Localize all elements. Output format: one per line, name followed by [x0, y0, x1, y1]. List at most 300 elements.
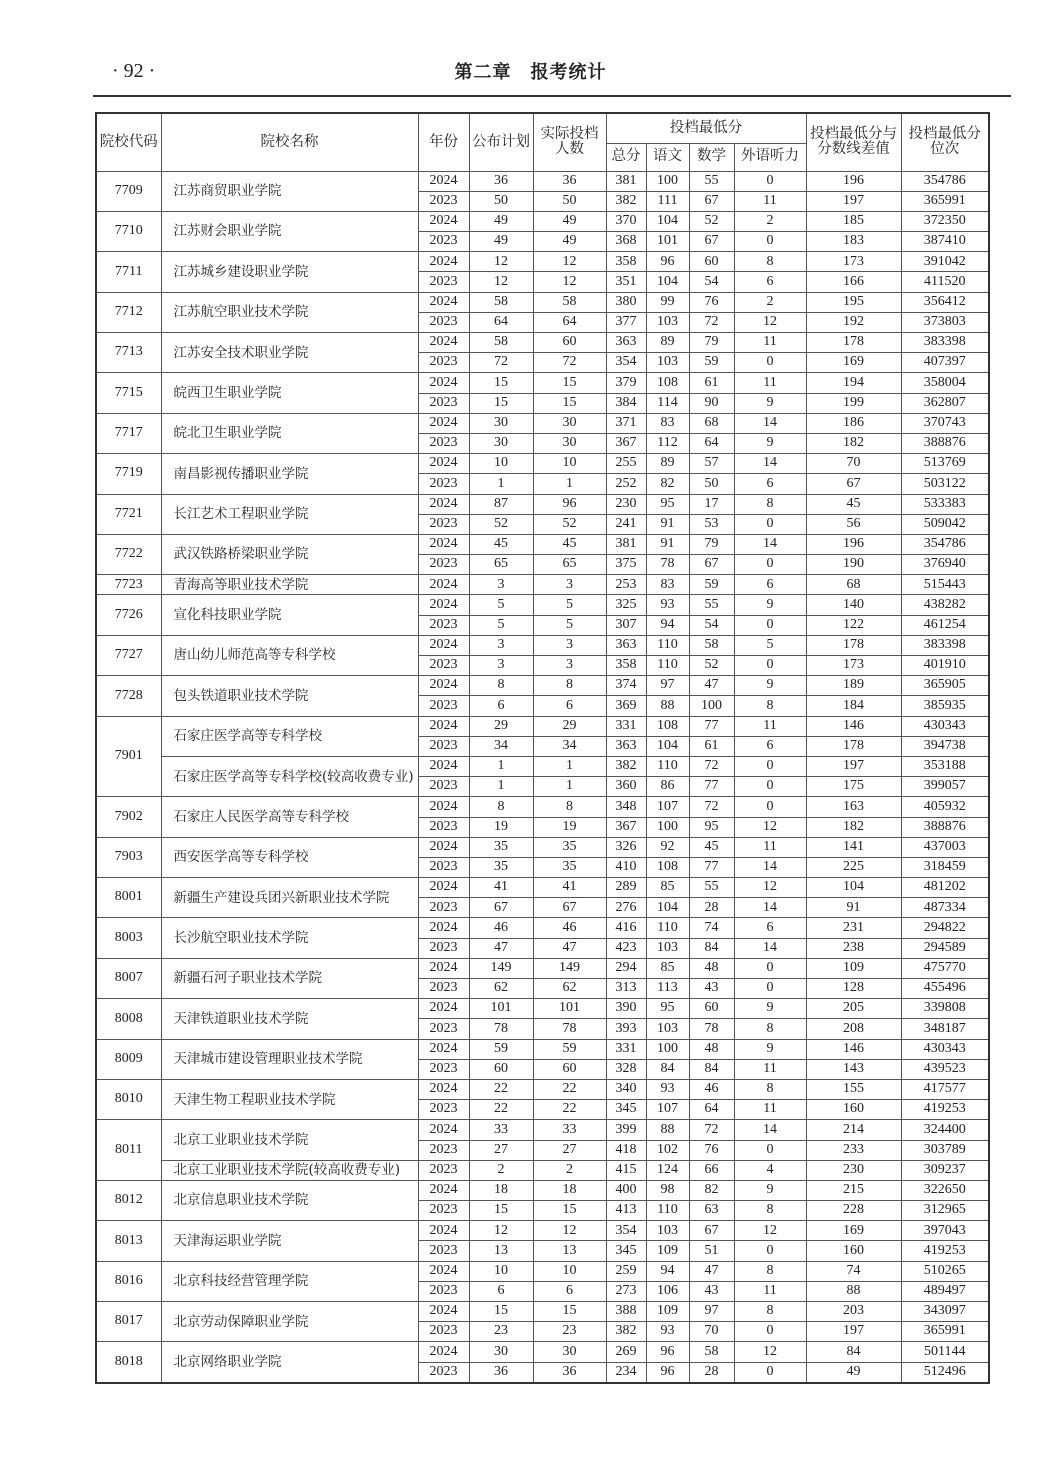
cell-listening: 9	[734, 1180, 806, 1200]
cell-chinese: 84	[646, 1059, 689, 1079]
cell-diff: 175	[806, 777, 901, 797]
cell-year: 2023	[418, 433, 469, 453]
school-code: 8008	[96, 999, 161, 1039]
cell-diff: 214	[806, 1120, 901, 1140]
cell-year: 2023	[418, 1100, 469, 1120]
cell-chinese: 86	[646, 777, 689, 797]
chapter-title: 第二章 报考统计	[454, 62, 607, 83]
table-row	[96, 1342, 989, 1362]
cell-plan: 35	[469, 857, 533, 877]
cell-total: 381	[606, 534, 646, 554]
school-code: 7719	[96, 454, 161, 494]
cell-actual: 1	[533, 474, 606, 494]
cell-year: 2024	[418, 292, 469, 312]
cell-listening: 14	[734, 938, 806, 958]
cell-chinese: 85	[646, 958, 689, 978]
cell-listening: 8	[734, 252, 806, 272]
cell-listening: 14	[734, 898, 806, 918]
cell-rank: 354786	[901, 534, 989, 554]
cell-listening: 11	[734, 373, 806, 393]
cell-listening: 14	[734, 857, 806, 877]
table-row	[96, 413, 989, 433]
cell-diff: 70	[806, 454, 901, 474]
cell-plan: 41	[469, 878, 533, 898]
cell-year: 2023	[418, 312, 469, 332]
cell-rank: 294822	[901, 918, 989, 938]
cell-plan: 30	[469, 413, 533, 433]
cell-year: 2024	[418, 595, 469, 615]
cell-chinese: 112	[646, 433, 689, 453]
cell-math: 82	[689, 1180, 734, 1200]
cell-plan: 87	[469, 494, 533, 514]
cell-actual: 67	[533, 898, 606, 918]
cell-chinese: 106	[646, 1281, 689, 1301]
cell-chinese: 110	[646, 635, 689, 655]
cell-year: 2024	[418, 635, 469, 655]
cell-listening: 8	[734, 1201, 806, 1221]
cell-rank: 455496	[901, 979, 989, 999]
cell-math: 84	[689, 938, 734, 958]
cell-actual: 58	[533, 292, 606, 312]
cell-plan: 22	[469, 1100, 533, 1120]
table-row	[96, 999, 989, 1019]
cell-total: 423	[606, 938, 646, 958]
cell-actual: 52	[533, 514, 606, 534]
cell-plan: 8	[469, 676, 533, 696]
cell-rank: 303789	[901, 1140, 989, 1160]
cell-math: 72	[689, 312, 734, 332]
school-name: 江苏城乡建设职业学院	[161, 252, 418, 292]
cell-math: 46	[689, 1079, 734, 1099]
cell-listening: 11	[734, 1100, 806, 1120]
cell-rank: 501144	[901, 1342, 989, 1362]
cell-plan: 15	[469, 1201, 533, 1221]
cell-math: 79	[689, 534, 734, 554]
school-code: 7712	[96, 292, 161, 332]
cell-listening: 11	[734, 1059, 806, 1079]
table-row	[96, 534, 989, 554]
table-row	[96, 918, 989, 938]
cell-plan: 10	[469, 1261, 533, 1281]
cell-listening: 11	[734, 333, 806, 353]
cell-math: 77	[689, 716, 734, 736]
cell-actual: 3	[533, 656, 606, 676]
header-listening: 外语听力	[734, 143, 806, 171]
school-name: 江苏财会职业学院	[161, 211, 418, 251]
cell-actual: 47	[533, 938, 606, 958]
cell-rank: 343097	[901, 1302, 989, 1322]
cell-listening: 12	[734, 1221, 806, 1241]
cell-plan: 1	[469, 777, 533, 797]
cell-actual: 30	[533, 433, 606, 453]
cell-year: 2023	[418, 272, 469, 292]
cell-listening: 0	[734, 555, 806, 575]
cell-total: 388	[606, 1302, 646, 1322]
cell-listening: 0	[734, 979, 806, 999]
cell-total: 363	[606, 333, 646, 353]
table-row	[96, 676, 989, 696]
cell-actual: 12	[533, 252, 606, 272]
cell-diff: 178	[806, 635, 901, 655]
cell-listening: 2	[734, 211, 806, 231]
cell-actual: 62	[533, 979, 606, 999]
cell-actual: 13	[533, 1241, 606, 1261]
table-row	[96, 958, 989, 978]
cell-chinese: 85	[646, 878, 689, 898]
cell-rank: 461254	[901, 615, 989, 635]
cell-diff: 238	[806, 938, 901, 958]
cell-listening: 12	[734, 312, 806, 332]
cell-chinese: 104	[646, 898, 689, 918]
cell-year: 2023	[418, 232, 469, 252]
cell-chinese: 110	[646, 656, 689, 676]
cell-rank: 354786	[901, 171, 989, 191]
cell-plan: 23	[469, 1322, 533, 1342]
cell-plan: 47	[469, 938, 533, 958]
cell-total: 418	[606, 1140, 646, 1160]
cell-plan: 3	[469, 575, 533, 595]
school-code: 7901	[96, 716, 161, 797]
header-diff: 投档最低分与分数线差值	[806, 113, 901, 171]
cell-actual: 18	[533, 1180, 606, 1200]
cell-diff: 84	[806, 1342, 901, 1362]
cell-chinese: 94	[646, 1261, 689, 1281]
cell-chinese: 91	[646, 534, 689, 554]
school-code: 8009	[96, 1039, 161, 1079]
cell-rank: 362807	[901, 393, 989, 413]
cell-listening: 5	[734, 635, 806, 655]
cell-year: 2023	[418, 393, 469, 413]
cell-total: 381	[606, 171, 646, 191]
cell-listening: 6	[734, 575, 806, 595]
cell-listening: 6	[734, 918, 806, 938]
cell-year: 2024	[418, 1221, 469, 1241]
cell-year: 2023	[418, 898, 469, 918]
cell-plan: 149	[469, 958, 533, 978]
cell-diff: 197	[806, 1322, 901, 1342]
cell-chinese: 89	[646, 333, 689, 353]
cell-total: 369	[606, 696, 646, 716]
cell-rank: 387410	[901, 232, 989, 252]
cell-year: 2023	[418, 1201, 469, 1221]
cell-plan: 101	[469, 999, 533, 1019]
cell-diff: 68	[806, 575, 901, 595]
cell-total: 313	[606, 979, 646, 999]
school-code: 7721	[96, 494, 161, 534]
cell-plan: 12	[469, 252, 533, 272]
school-name: 江苏安全技术职业学院	[161, 333, 418, 373]
cell-year: 2024	[418, 534, 469, 554]
cell-chinese: 95	[646, 494, 689, 514]
school-code: 7709	[96, 171, 161, 211]
cell-rank: 430343	[901, 716, 989, 736]
school-name: 皖北卫生职业学院	[161, 413, 418, 453]
cell-listening: 8	[734, 1079, 806, 1099]
cell-math: 90	[689, 393, 734, 413]
cell-year: 2023	[418, 736, 469, 756]
cell-actual: 2	[533, 1160, 606, 1180]
cell-chinese: 96	[646, 252, 689, 272]
cell-diff: 192	[806, 312, 901, 332]
cell-actual: 60	[533, 333, 606, 353]
cell-plan: 50	[469, 191, 533, 211]
cell-actual: 64	[533, 312, 606, 332]
school-name: 北京劳动保障职业学院	[161, 1302, 418, 1342]
cell-actual: 5	[533, 615, 606, 635]
cell-actual: 15	[533, 1201, 606, 1221]
cell-total: 354	[606, 1221, 646, 1241]
cell-math: 66	[689, 1160, 734, 1180]
cell-diff: 67	[806, 474, 901, 494]
cell-actual: 29	[533, 716, 606, 736]
cell-math: 28	[689, 898, 734, 918]
cell-year: 2024	[418, 676, 469, 696]
school-name: 新疆生产建设兵团兴新职业技术学院	[161, 878, 418, 918]
cell-rank: 503122	[901, 474, 989, 494]
school-name: 长沙航空职业技术学院	[161, 918, 418, 958]
cell-total: 307	[606, 615, 646, 635]
cell-math: 43	[689, 979, 734, 999]
cell-listening: 11	[734, 191, 806, 211]
cell-chinese: 108	[646, 857, 689, 877]
cell-actual: 27	[533, 1140, 606, 1160]
cell-plan: 6	[469, 696, 533, 716]
cell-chinese: 104	[646, 736, 689, 756]
header-rank: 投档最低分位次	[901, 113, 989, 171]
cell-year: 2023	[418, 696, 469, 716]
cell-math: 48	[689, 958, 734, 978]
cell-math: 51	[689, 1241, 734, 1261]
cell-chinese: 103	[646, 353, 689, 373]
cell-plan: 6	[469, 1281, 533, 1301]
cell-math: 77	[689, 857, 734, 877]
cell-math: 54	[689, 615, 734, 635]
cell-rank: 365991	[901, 191, 989, 211]
table-row	[96, 454, 989, 474]
cell-year: 2023	[418, 1019, 469, 1039]
cell-year: 2023	[418, 938, 469, 958]
cell-diff: 88	[806, 1281, 901, 1301]
school-name: 长江艺术工程职业学院	[161, 494, 418, 534]
cell-year: 2023	[418, 1281, 469, 1301]
cell-actual: 1	[533, 756, 606, 776]
cell-diff: 233	[806, 1140, 901, 1160]
cell-math: 58	[689, 1342, 734, 1362]
cell-rank: 533383	[901, 494, 989, 514]
cell-diff: 160	[806, 1100, 901, 1120]
header-code: 院校代码	[96, 113, 161, 171]
cell-actual: 15	[533, 393, 606, 413]
cell-total: 345	[606, 1241, 646, 1261]
cell-math: 67	[689, 232, 734, 252]
cell-chinese: 114	[646, 393, 689, 413]
cell-actual: 22	[533, 1079, 606, 1099]
school-code: 8016	[96, 1261, 161, 1301]
cell-total: 382	[606, 1322, 646, 1342]
cell-diff: 146	[806, 716, 901, 736]
cell-actual: 60	[533, 1059, 606, 1079]
cell-listening: 14	[734, 413, 806, 433]
cell-plan: 22	[469, 1079, 533, 1099]
cell-total: 370	[606, 211, 646, 231]
cell-rank: 489497	[901, 1281, 989, 1301]
cell-total: 358	[606, 656, 646, 676]
cell-actual: 12	[533, 1221, 606, 1241]
cell-listening: 9	[734, 999, 806, 1019]
cell-math: 76	[689, 1140, 734, 1160]
cell-chinese: 82	[646, 474, 689, 494]
cell-rank: 348187	[901, 1019, 989, 1039]
cell-year: 2023	[418, 777, 469, 797]
cell-math: 53	[689, 514, 734, 534]
cell-listening: 11	[734, 1281, 806, 1301]
cell-total: 269	[606, 1342, 646, 1362]
cell-diff: 225	[806, 857, 901, 877]
cell-rank: 391042	[901, 252, 989, 272]
cell-chinese: 101	[646, 232, 689, 252]
cell-rank: 430343	[901, 1039, 989, 1059]
cell-math: 59	[689, 353, 734, 373]
table-row	[96, 292, 989, 312]
cell-rank: 370743	[901, 413, 989, 433]
cell-diff: 231	[806, 918, 901, 938]
cell-math: 52	[689, 211, 734, 231]
cell-total: 241	[606, 514, 646, 534]
cell-chinese: 99	[646, 292, 689, 312]
cell-chinese: 96	[646, 1342, 689, 1362]
cell-diff: 203	[806, 1302, 901, 1322]
cell-year: 2023	[418, 514, 469, 534]
cell-actual: 49	[533, 232, 606, 252]
table-row	[96, 373, 989, 393]
table-row	[96, 494, 989, 514]
cell-diff: 194	[806, 373, 901, 393]
cell-math: 67	[689, 1221, 734, 1241]
cell-actual: 36	[533, 1362, 606, 1383]
cell-rank: 513769	[901, 454, 989, 474]
table-row	[96, 756, 989, 776]
cell-year: 2024	[418, 1120, 469, 1140]
cell-rank: 309237	[901, 1160, 989, 1180]
cell-rank: 385935	[901, 696, 989, 716]
cell-plan: 13	[469, 1241, 533, 1261]
cell-diff: 104	[806, 878, 901, 898]
cell-rank: 365905	[901, 676, 989, 696]
cell-chinese: 103	[646, 312, 689, 332]
cell-year: 2023	[418, 656, 469, 676]
table-row	[96, 595, 989, 615]
cell-listening: 8	[734, 1261, 806, 1281]
cell-chinese: 111	[646, 191, 689, 211]
cell-plan: 12	[469, 1221, 533, 1241]
cell-plan: 29	[469, 716, 533, 736]
cell-total: 253	[606, 575, 646, 595]
cell-chinese: 96	[646, 1362, 689, 1383]
cell-rank: 509042	[901, 514, 989, 534]
cell-actual: 15	[533, 373, 606, 393]
cell-math: 77	[689, 777, 734, 797]
school-code: 7902	[96, 797, 161, 837]
cell-total: 380	[606, 292, 646, 312]
cell-rank: 405932	[901, 797, 989, 817]
cell-year: 2024	[418, 1039, 469, 1059]
cell-math: 64	[689, 1100, 734, 1120]
school-code: 8012	[96, 1180, 161, 1220]
cell-year: 2023	[418, 353, 469, 373]
cell-year: 2024	[418, 454, 469, 474]
cell-diff: 122	[806, 615, 901, 635]
cell-year: 2024	[418, 252, 469, 272]
cell-chinese: 102	[646, 1140, 689, 1160]
cell-year: 2024	[418, 878, 469, 898]
cell-listening: 9	[734, 676, 806, 696]
school-name: 北京工业职业技术学院(较高收费专业)	[161, 1160, 418, 1180]
cell-diff: 197	[806, 756, 901, 776]
cell-diff: 91	[806, 898, 901, 918]
cell-chinese: 107	[646, 1100, 689, 1120]
cell-diff: 178	[806, 736, 901, 756]
table-row	[96, 1261, 989, 1281]
cell-listening: 0	[734, 353, 806, 373]
cell-total: 368	[606, 232, 646, 252]
header-plan: 公布计划	[469, 113, 533, 171]
school-name: 江苏商贸职业学院	[161, 171, 418, 211]
cell-listening: 0	[734, 232, 806, 252]
cell-listening: 0	[734, 777, 806, 797]
cell-math: 67	[689, 555, 734, 575]
cell-rank: 515443	[901, 575, 989, 595]
cell-math: 17	[689, 494, 734, 514]
header-name: 院校名称	[161, 113, 418, 171]
cell-math: 52	[689, 656, 734, 676]
cell-diff: 205	[806, 999, 901, 1019]
cell-year: 2024	[418, 1261, 469, 1281]
cell-actual: 149	[533, 958, 606, 978]
cell-plan: 3	[469, 635, 533, 655]
cell-total: 413	[606, 1201, 646, 1221]
cell-actual: 10	[533, 454, 606, 474]
school-code: 7726	[96, 595, 161, 635]
cell-plan: 46	[469, 918, 533, 938]
cell-diff: 195	[806, 292, 901, 312]
cell-plan: 18	[469, 1180, 533, 1200]
cell-chinese: 100	[646, 1039, 689, 1059]
cell-chinese: 91	[646, 514, 689, 534]
cell-total: 331	[606, 716, 646, 736]
cell-actual: 45	[533, 534, 606, 554]
cell-year: 2024	[418, 716, 469, 736]
cell-math: 63	[689, 1201, 734, 1221]
cell-total: 294	[606, 958, 646, 978]
table-row	[96, 211, 989, 231]
cell-year: 2024	[418, 837, 469, 857]
cell-math: 28	[689, 1362, 734, 1383]
cell-rank: 365991	[901, 1322, 989, 1342]
table-row	[96, 878, 989, 898]
cell-plan: 30	[469, 1342, 533, 1362]
cell-diff: 45	[806, 494, 901, 514]
cell-listening: 0	[734, 1241, 806, 1261]
cell-rank: 372350	[901, 211, 989, 231]
cell-diff: 196	[806, 171, 901, 191]
header-actual: 实际投档人数	[533, 113, 606, 171]
cell-chinese: 107	[646, 797, 689, 817]
cell-chinese: 95	[646, 999, 689, 1019]
cell-rank: 373803	[901, 312, 989, 332]
cell-total: 371	[606, 413, 646, 433]
cell-plan: 15	[469, 393, 533, 413]
cell-total: 400	[606, 1180, 646, 1200]
